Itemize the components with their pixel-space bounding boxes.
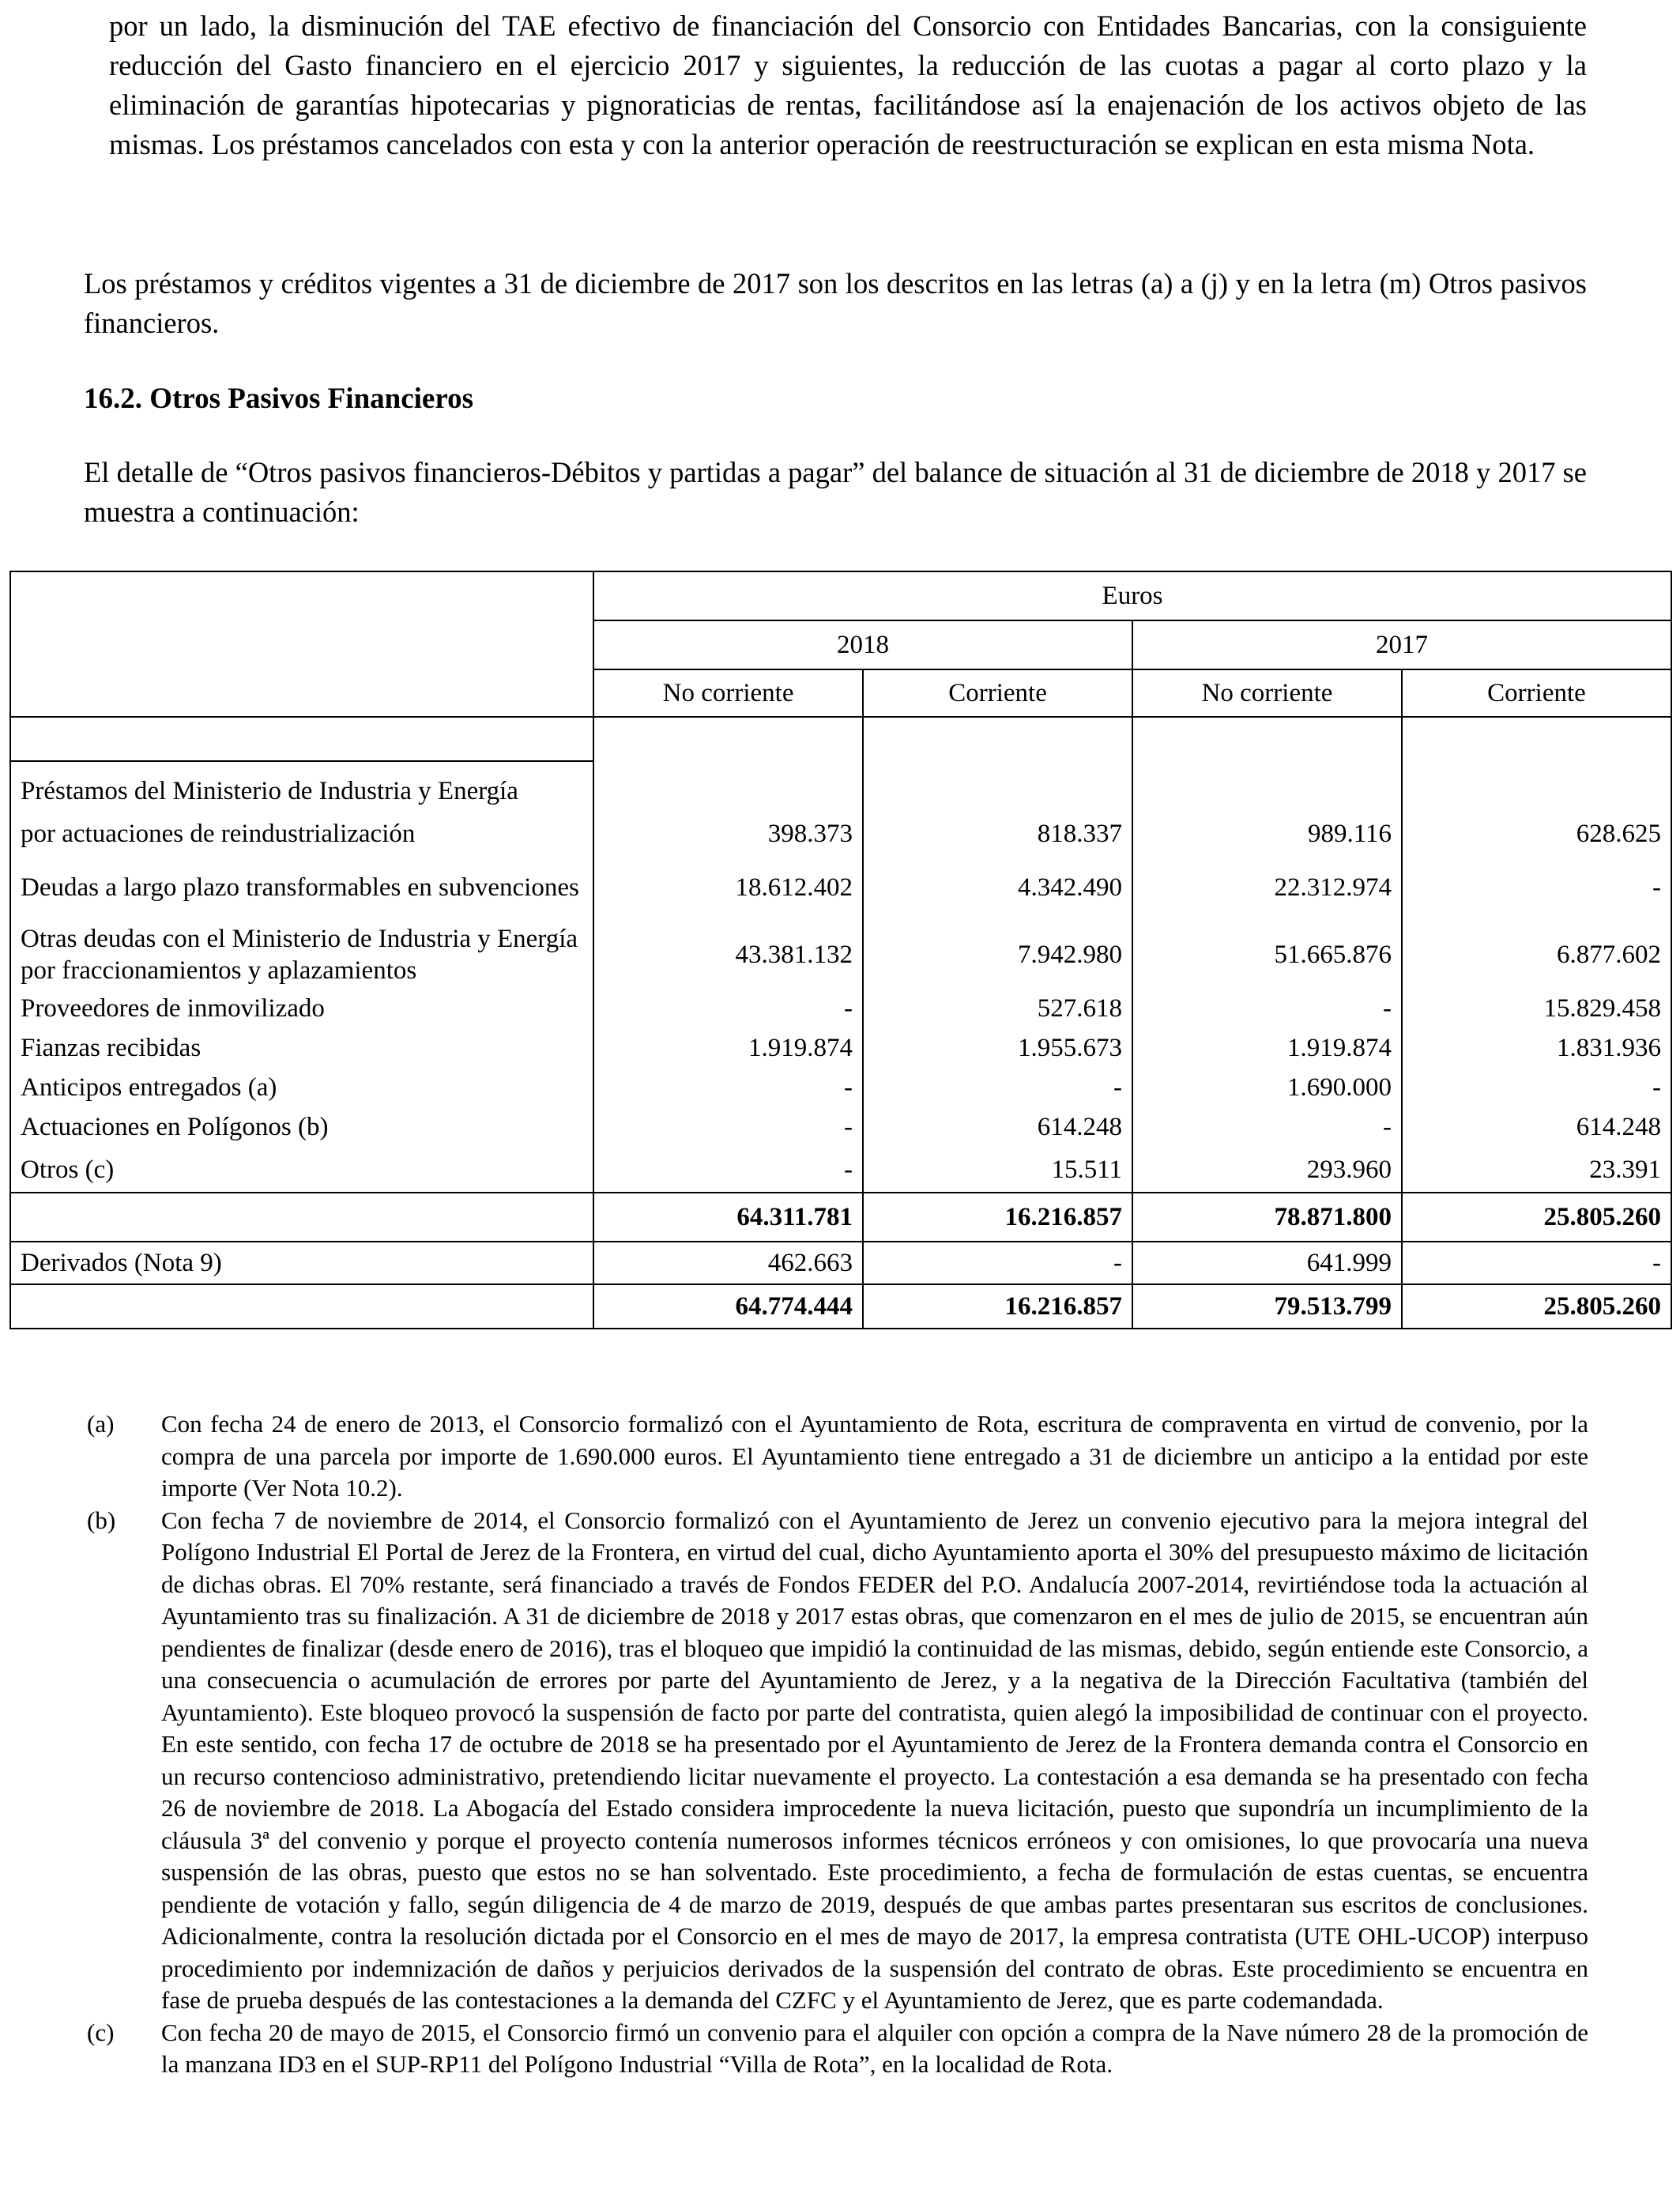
table-row	[10, 1147, 1671, 1193]
cell-value: -	[1402, 1068, 1671, 1107]
footnote-a	[87, 1408, 1588, 1505]
cell-value: 614.248	[863, 1107, 1132, 1147]
section-heading: 16.2. Otros Pasivos Financieros	[84, 383, 473, 415]
cell-value: -	[593, 1068, 863, 1107]
cell-value: -	[863, 1242, 1132, 1284]
cell-value: -	[1132, 1107, 1402, 1147]
cell-value: 51.665.876	[1132, 921, 1402, 989]
cell-value: 989.116	[1132, 761, 1402, 854]
table-row	[10, 989, 1671, 1028]
cell-value: 6.877.602	[1402, 921, 1671, 989]
subtotal-row	[10, 1193, 1671, 1242]
row-label: Otros (c)	[10, 1147, 593, 1193]
footnote-c	[87, 2017, 1588, 2081]
cell-value: 1.919.874	[593, 1028, 863, 1068]
row-label: Otras deudas con el Ministerio de Industria y Energía por fraccionamientos y aplazamientos	[10, 921, 593, 989]
cell-value: 7.942.980	[863, 921, 1132, 989]
table-row	[10, 921, 1671, 989]
subheader: No corriente	[1132, 669, 1402, 717]
row-label: Anticipos entregados (a)	[10, 1068, 593, 1107]
row-label: Fianzas recibidas	[10, 1028, 593, 1068]
row-label-pre: Préstamos del Ministerio de Industria y Energía	[21, 777, 518, 805]
total-value: 64.774.444	[593, 1284, 863, 1329]
footnote-text: Con fecha 7 de noviembre de 2014, el Consorcio formalizó con el Ayuntamiento de Jerez un convenio ejecutivo para la mejora integral del Polígono Industrial El Portal de Jerez de la Frontera, en virtud del cual, dicho Ayuntamiento aporta el 30% del presupuesto máximo de licitación de dichas obras. El 70% restante, será financiado a través de Fondos FEDER del P.O. Andalucía 2007-2014, revirtiéndose toda la actuación al Ayuntamiento tras su finalización. A 31 de diciembre de 2018 y 2017 estas obras, que comenzaron en el mes de julio de 2015, se encuentran aún pendientes de finalizar (desde enero de 2016), tras el bloqueo que impidió la continuidad de las mismas, debido, según entiende este Consorcio, a una consecuencia o acumulación de errores por parte del Ayuntamiento de Jerez, y a la negativa de la Dirección Facultativa (también del Ayuntamiento). Este bloqueo provocó la suspensión de facto por parte del contratista, quien alegó la imposibilidad de continuar con el proyecto. En este sentido, con fecha 17 de octubre de 2018 se ha presentado por el Ayuntamiento de Jerez de la Frontera demanda contra el Consorcio en un recurso contencioso administrativo, pretendiendo licitar nuevamente el proyecto. La contestación a esa demanda se ha presentado con fecha 26 de noviembre de 2018. La Abogacía del Estado considera improcedente la nueva licitación, puesto que supondría un incumplimiento de la cláusula 3ª del convenio y porque el proyecto contenía numerosos informes técnicos erróneos y con omisiones, lo que provocaría una nueva suspensión de las obras, puesto que estos no se han solventado. Este procedimiento, a fecha de formulación de estas cuentas, se encuentra pendiente de votación y fallo, según diligencia de 4 de marzo de 2019, después de que ambas partes presentaran sus escritos de conclusiones. Adicionalmente, contra la resolución dictada por el Consorcio en el mes de mayo de 2017, la empresa contratista (UTE OHL-UCOP) interpuso procedimiento por indemnización de daños y perjuicios derivados de la suspensión del contrato de obras. Este procedimiento se encuentra en fase de prueba después de las contestaciones a la demanda del CZFC y el Ayuntamiento de Jerez, que es parte codemandada.	[161, 1506, 1588, 2014]
cell-value: 1.690.000	[1132, 1068, 1402, 1107]
intro-paragraph: por un lado, la disminución del TAE efectivo de financiación del Consorcio con Entidades Bancarias, con la consiguiente reducción del Gasto financiero en el ejercicio 2017 y siguientes, la reducción de las cuotas a pagar al corto plazo y la eliminación de garantías hipotecarias y pignoraticias de rentas, facilitándose así la enajenación de los activos objeto de las mismas. Los préstamos cancelados con esta y con la anterior operación de reestructuración se explican en esta misma Nota.	[109, 9, 1587, 160]
year-header-2018: 2018	[593, 620, 1132, 669]
otros-pasivos-table	[9, 571, 1672, 1329]
total-value: 16.216.857	[863, 1284, 1132, 1329]
subtotal-value: 16.216.857	[863, 1193, 1132, 1242]
cell-value: -	[593, 1107, 863, 1147]
cell-value: 398.373	[593, 761, 863, 854]
table-row	[10, 1107, 1671, 1147]
footnote-marker: (a)	[87, 1410, 115, 1438]
cell-value: 628.625	[1402, 761, 1671, 854]
footnote-text: Con fecha 24 de enero de 2013, el Consorcio formalizó con el Ayuntamiento de Rota, escritura de compraventa en virtud de convenio, por la compra de una parcela por importe de 1.690.000 euros. El Ayuntamiento tiene entregado a 31 de diciembre un anticipo a la entidad por este importe (Ver Nota 10.2).	[161, 1410, 1588, 1502]
cell-value: 1.955.673	[863, 1028, 1132, 1068]
subtotal-value: 25.805.260	[1402, 1193, 1671, 1242]
cell-value: 818.337	[863, 761, 1132, 854]
row-label: Derivados (Nota 9)	[10, 1242, 593, 1284]
derivados-row	[10, 1242, 1671, 1284]
table-row	[10, 761, 1671, 854]
row-label: Proveedores de inmovilizado	[10, 989, 593, 1028]
footnotes	[87, 1408, 1588, 2081]
cell-value: -	[593, 1147, 863, 1193]
subtotal-value: 78.871.800	[1132, 1193, 1402, 1242]
table-row	[10, 854, 1671, 921]
row-label: por actuaciones de reindustrialización	[21, 820, 416, 848]
spacer-row	[10, 717, 1671, 761]
cell-value: 15.829.458	[1402, 989, 1671, 1028]
cell-value: 22.312.974	[1132, 854, 1402, 921]
year-header-2017: 2017	[1132, 620, 1671, 669]
vigentes-paragraph: Los préstamos y créditos vigentes a 31 de diciembre de 2017 son los descritos en las letras (a) a (j) y en la letra (m) Otros pasivos financieros.	[84, 267, 1587, 339]
footnote-b	[87, 1505, 1588, 2017]
cell-value: 1.919.874	[1132, 1028, 1402, 1068]
cell-value: 1.831.936	[1402, 1028, 1671, 1068]
subheader: Corriente	[863, 669, 1132, 717]
total-value: 25.805.260	[1402, 1284, 1671, 1329]
cell-value: 4.342.490	[863, 854, 1132, 921]
currency-header: Euros	[593, 571, 1671, 620]
row-label: Deudas a largo plazo transformables en subvenciones	[10, 854, 593, 921]
header-row-currency	[10, 571, 1671, 620]
cell-value: 43.381.132	[593, 921, 863, 989]
total-row	[10, 1284, 1671, 1329]
cell-value: 18.612.402	[593, 854, 863, 921]
subheader: No corriente	[593, 669, 863, 717]
cell-value: -	[1402, 854, 1671, 921]
table-row	[10, 1028, 1671, 1068]
cell-value: -	[1402, 1242, 1671, 1284]
cell-value: -	[593, 989, 863, 1028]
cell-value: -	[1132, 989, 1402, 1028]
row-label: Actuaciones en Polígonos (b)	[10, 1107, 593, 1147]
cell-value: 462.663	[593, 1242, 863, 1284]
subheader: Corriente	[1402, 669, 1671, 717]
cell-value: 23.391	[1402, 1147, 1671, 1193]
table-row	[10, 1068, 1671, 1107]
detalle-paragraph: El detalle de “Otros pasivos financieros-Débitos y partidas a pagar” del balance de situación al 31 de diciembre de 2018 y 2017 se muestra a continuación:	[84, 456, 1587, 528]
cell-value: 293.960	[1132, 1147, 1402, 1193]
footnote-text: Con fecha 20 de mayo de 2015, el Consorcio firmó un convenio para el alquiler con opción a compra de la Nave número 28 de la promoción de la manzana ID3 en el SUP-RP11 del Polígono Industrial “Villa de Rota”, en la localidad de Rota.	[161, 2018, 1588, 2078]
cell-value: 527.618	[863, 989, 1132, 1028]
cell-value: 614.248	[1402, 1107, 1671, 1147]
cell-value: 15.511	[863, 1147, 1132, 1193]
cell-value: 641.999	[1132, 1242, 1402, 1284]
footnote-marker: (c)	[87, 2018, 115, 2046]
total-value: 79.513.799	[1132, 1284, 1402, 1329]
cell-value: -	[863, 1068, 1132, 1107]
subtotal-value: 64.311.781	[593, 1193, 863, 1242]
footnote-marker: (b)	[87, 1506, 116, 1534]
